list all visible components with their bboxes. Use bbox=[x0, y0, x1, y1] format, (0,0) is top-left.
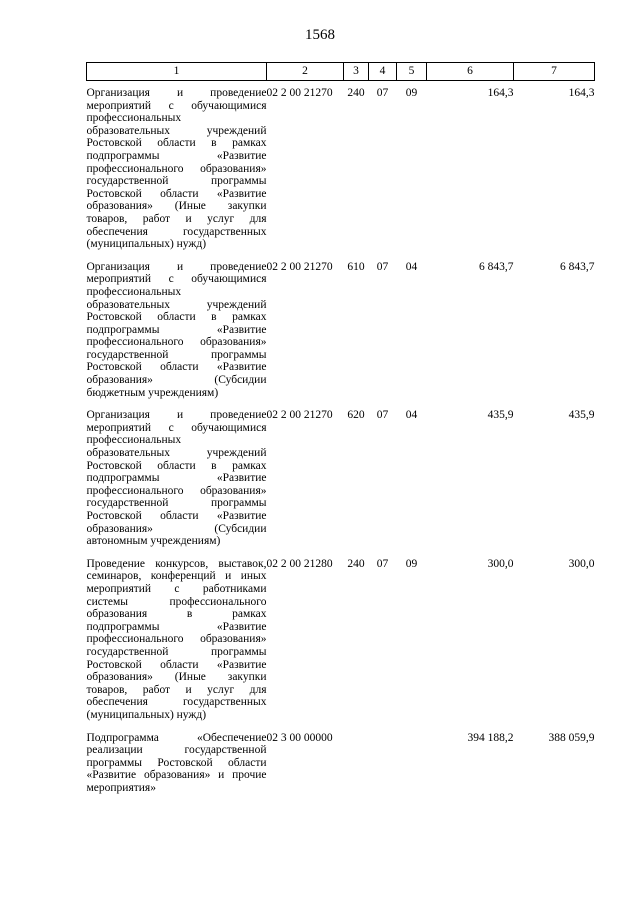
row-target-code: 02 2 00 21270 bbox=[266, 87, 333, 99]
row-sum-year2: 435,9 bbox=[568, 409, 595, 422]
row-sum-year2: 164,3 bbox=[568, 87, 595, 99]
table-row bbox=[87, 81, 595, 261]
row-sum-year2: 300,0 bbox=[568, 557, 595, 570]
row-description: Организация и проведение мероприятий с обучающимися профессиональных образовательных учреждений Ростовской области в рамках подпрограммы «Развитие профессионального образования» государственной программы Ростовской области «Развитие образования» (Иные закупки товаров, работ и услуг для обеспечения государственных (муниципальных) нужд) bbox=[86, 87, 267, 251]
header-col-1: 1 bbox=[87, 63, 267, 81]
header-col-2: 2 bbox=[267, 63, 344, 81]
row-sum-year1: 394 188,2 bbox=[467, 731, 514, 744]
row-sum-year1: 435,9 bbox=[487, 409, 514, 422]
row-expense-type: 240 bbox=[347, 87, 365, 99]
row-target-code: 02 2 00 21270 bbox=[266, 260, 333, 273]
row-subsection: 09 bbox=[405, 557, 418, 570]
table-row bbox=[87, 732, 595, 805]
row-subsection bbox=[397, 732, 427, 805]
row-description: Организация и проведение мероприятий с обучающимися профессиональных образовательных учреждений Ростовской области в рамках подпрограммы «Развитие профессионального образования» государственной программы Ростовской области «Развитие образования» (Субсидии автономным учреждениям) bbox=[86, 409, 267, 548]
row-target-code: 02 3 00 00000 bbox=[266, 731, 333, 744]
row-subsection: 04 bbox=[405, 260, 418, 273]
row-subsection: 09 bbox=[405, 87, 418, 99]
header-col-4: 4 bbox=[369, 63, 397, 81]
row-sum-year1: 164,3 bbox=[487, 87, 514, 99]
table-row bbox=[87, 409, 595, 558]
row-section: 07 bbox=[376, 557, 389, 570]
budget-table bbox=[86, 62, 595, 804]
page-number: 1568 bbox=[305, 27, 335, 43]
row-description: Организация и проведение мероприятий с обучающимися профессиональных образовательных учреждений Ростовской области в рамках подпрограммы «Развитие профессионального образования» государственной программы Ростовской области «Развитие образования» (Субсидии бюджетным учреждениям) bbox=[86, 260, 267, 399]
header-col-7: 7 bbox=[514, 63, 595, 81]
row-expense-type bbox=[344, 732, 369, 805]
header-col-3: 3 bbox=[344, 63, 369, 81]
row-expense-type: 610 bbox=[347, 260, 365, 273]
row-sum-year2: 388 059,9 bbox=[548, 731, 595, 744]
row-expense-type: 240 bbox=[347, 557, 365, 570]
row-section: 07 bbox=[376, 409, 389, 422]
row-sum-year1: 300,0 bbox=[487, 557, 514, 570]
row-description: Подпрограмма «Обеспечение реализации государственной программы Ростовской области «Развитие образования» и прочие мероприятия» bbox=[86, 731, 267, 794]
row-target-code: 02 2 00 21280 bbox=[266, 557, 333, 570]
row-section: 07 bbox=[376, 260, 389, 273]
row-section: 07 bbox=[376, 87, 389, 99]
row-sum-year2: 6 843,7 bbox=[560, 260, 595, 273]
table-row bbox=[87, 261, 595, 410]
header-row bbox=[87, 63, 595, 81]
row-target-code: 02 2 00 21270 bbox=[266, 409, 333, 422]
header-col-5: 5 bbox=[397, 63, 427, 81]
row-section bbox=[369, 732, 397, 805]
row-sum-year1: 6 843,7 bbox=[479, 260, 514, 273]
row-description: Проведение конкурсов, выставок, семинаров, конференций и иных мероприятий с работниками системы профессионального образования в рамках подпрограммы «Развитие профессионального образования» государственной программы Ростовской области «Развитие образования» (Иные закупки товаров, работ и услуг для обеспечения государственных (муниципальных) нужд) bbox=[86, 557, 267, 721]
row-subsection: 04 bbox=[405, 409, 418, 422]
row-expense-type: 620 bbox=[347, 409, 365, 422]
table-row bbox=[87, 558, 595, 732]
header-col-6: 6 bbox=[427, 63, 514, 81]
